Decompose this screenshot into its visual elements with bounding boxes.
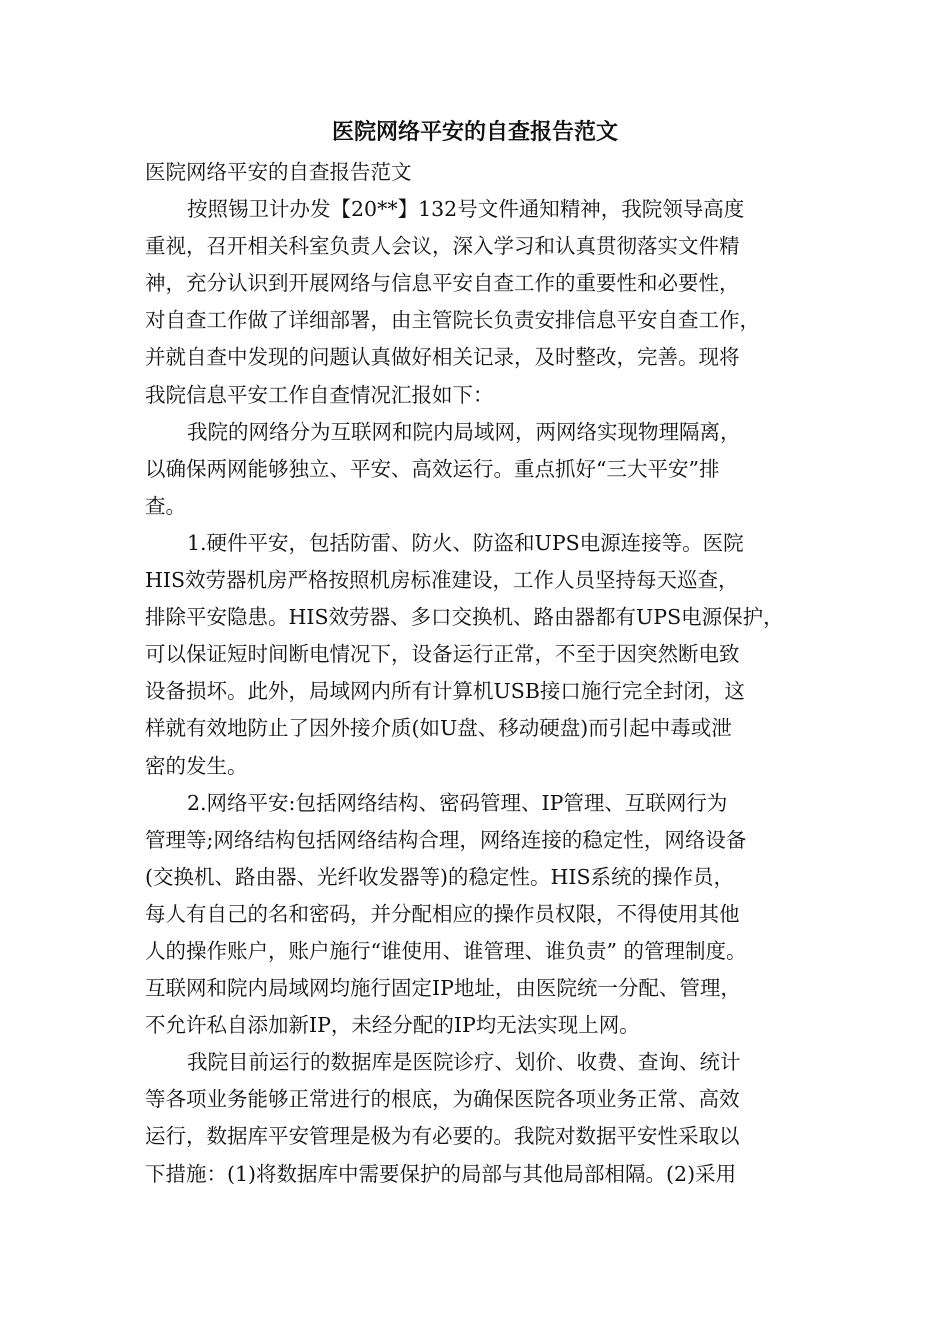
paragraph-line: 密的发生。 [145, 753, 248, 778]
paragraph-line: 每人有自己的名和密码，并分配相应的操作员权限，不得使用其他 [145, 901, 740, 926]
paragraph-line: 按照锡卫计办发【20**】132号文件通知精神，我院领导高度 [187, 197, 745, 222]
paragraph-line: 2.网络平安:包括网络结构、密码管理、IP管理、互联网行为 [187, 790, 728, 815]
paragraph-line: 以确保两网能够独立、平安、高效运行。重点抓好“三大平安”排 [145, 456, 720, 481]
paragraph-line: 下措施：(1)将数据库中需要保护的局部与其他局部相隔。(2)采用 [145, 1161, 737, 1186]
paragraph-line: 人的操作账户，账户施行“谁使用、谁管理、谁负责” 的管理制度。 [145, 938, 747, 963]
paragraph-3 [145, 525, 820, 785]
paragraph-4 [145, 785, 820, 1045]
paragraph-line: 并就自查中发现的问题认真做好相关记录，及时整改，完善。现将 [145, 345, 740, 370]
paragraph-line: 神，充分认识到开展网络与信息平安自查工作的重要性和必要性， [145, 271, 740, 296]
paragraph-line: 设备损坏。此外，局域网内所有计算机USB接口施行完全封闭，这 [145, 679, 745, 704]
paragraph-line: HIS效劳器机房严格按照机房标准建设，工作人员坚持每天巡查， [145, 568, 739, 593]
document-subtitle: 医院网络平安的自查报告范文 [145, 160, 412, 184]
document-title: 医院网络平安的自查报告范文 [331, 119, 618, 145]
paragraph-line: 1.硬件平安，包括防雷、防火、防盗和UPS电源连接等。医院 [187, 530, 744, 555]
paragraph-line: 管理等;网络结构包括网络结构合理，网络连接的稳定性，网络设备 [145, 827, 747, 852]
paragraph-line: 排除平安隐患。HIS效劳器、多口交换机、路由器都有UPS电源保护， [145, 605, 784, 630]
paragraph-line: 不允许私自添加新IP，未经分配的IP均无法实现上网。 [145, 1013, 640, 1038]
paragraph-2 [145, 414, 820, 525]
document-body [145, 154, 820, 1193]
paragraph-line: 互联网和院内局域网均施行固定IP地址，由医院统一分配、管理， [145, 976, 741, 1001]
paragraph-line: 我院信息平安工作自查情况汇报如下： [145, 382, 494, 407]
paragraph-line: 运行，数据库平安管理是极为有必要的。我院对数据平安性采取以 [145, 1124, 740, 1149]
paragraph-line: 我院的网络分为互联网和院内局域网，两网络实现物理隔离， [187, 419, 741, 444]
paragraph-1 [145, 191, 820, 414]
paragraph-line: 等各项业务能够正常进行的根底，为确保医院各项业务正常、高效 [145, 1087, 740, 1112]
paragraph-5 [145, 1044, 820, 1192]
paragraph-line: 查。 [145, 493, 186, 518]
paragraph-line: 可以保证短时间断电情况下，设备运行正常，不至于因突然断电致 [145, 642, 740, 667]
paragraph-line: (交换机、路由器、光纤收发器等)的稳定性。HIS系统的操作员， [145, 864, 735, 889]
paragraph-line: 对自查工作做了详细部署，由主管院长负责安排信息平安自查工作， [145, 308, 760, 333]
paragraph-line: 我院目前运行的数据库是医院诊疗、划价、收费、查询、统计 [187, 1050, 741, 1075]
paragraph-line: 样就有效地防止了因外接介质(如U盘、移动硬盘)而引起中毒或泄 [145, 716, 732, 741]
paragraph-line: 重视，召开相关科室负责人会议，深入学习和认真贯彻落实文件精 [145, 234, 740, 259]
